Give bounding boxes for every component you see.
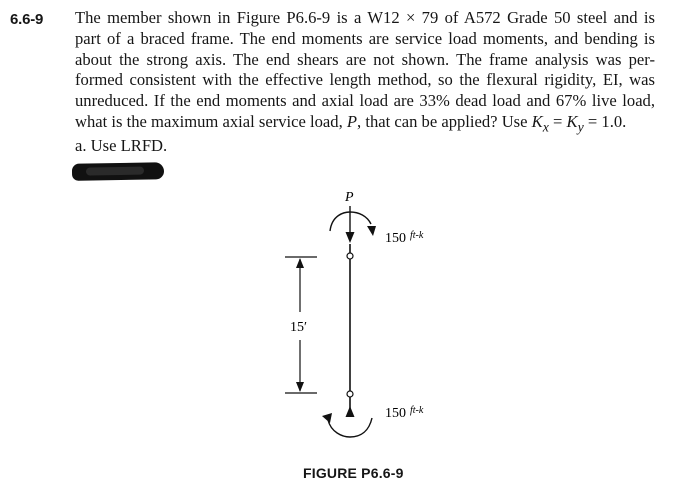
bottom-pin [347, 391, 353, 397]
length-label: 15′ [290, 320, 308, 335]
top-pin [347, 253, 353, 259]
line6-before: what is the maximum axial service load, [75, 111, 347, 131]
bottom-moment-arrowhead [322, 413, 332, 423]
load-symbol: P [346, 111, 358, 131]
problem-line-1: The member shown in Figure P6.6-9 is a W12 × 79 of A572 Grade 50 steel and is [75, 8, 655, 27]
figure-caption: FIGURE P6.6-9 [303, 465, 404, 481]
subscript-y: y [577, 119, 584, 135]
dimension-arrow-top [296, 258, 304, 268]
bottom-moment-arc [328, 418, 372, 437]
k-symbol-y: K [566, 111, 578, 131]
problem-line-3: about the strong axis. The end shears are not shown. The frame analysis was per- [75, 49, 655, 69]
top-moment-unit: ft-k [410, 230, 424, 241]
bottom-moment-value: 150 [385, 406, 406, 421]
top-moment-value: 150 [385, 231, 406, 246]
problem-line-2: part of a braced frame. The end moments are service load moments, and bending is [75, 28, 655, 48]
load-arrowhead [346, 232, 355, 243]
line6-eq2: = 1.0. [583, 111, 627, 131]
problem-line-4: formed consistent with the effective length method, so the flexural rigidity, EI, was [75, 70, 655, 90]
load-label: P [345, 190, 354, 205]
problem-number: 6.6-9 [10, 11, 44, 28]
line6-middle: , that can be applied? Use [357, 111, 532, 131]
line6-eq1: = [548, 111, 567, 131]
top-moment-arrowhead [367, 226, 376, 236]
dimension-arrow-bottom [296, 382, 304, 392]
bottom-arrowhead [346, 406, 355, 417]
subscript-x: x [542, 119, 549, 135]
k-symbol-x: K [531, 111, 543, 131]
problem-line-5: unreduced. If the end moments and axial load are 33% dead load and 67% live load, [75, 91, 655, 111]
bottom-moment-unit: ft-k [410, 405, 424, 416]
part-a: a. Use LRFD. [75, 136, 168, 155]
